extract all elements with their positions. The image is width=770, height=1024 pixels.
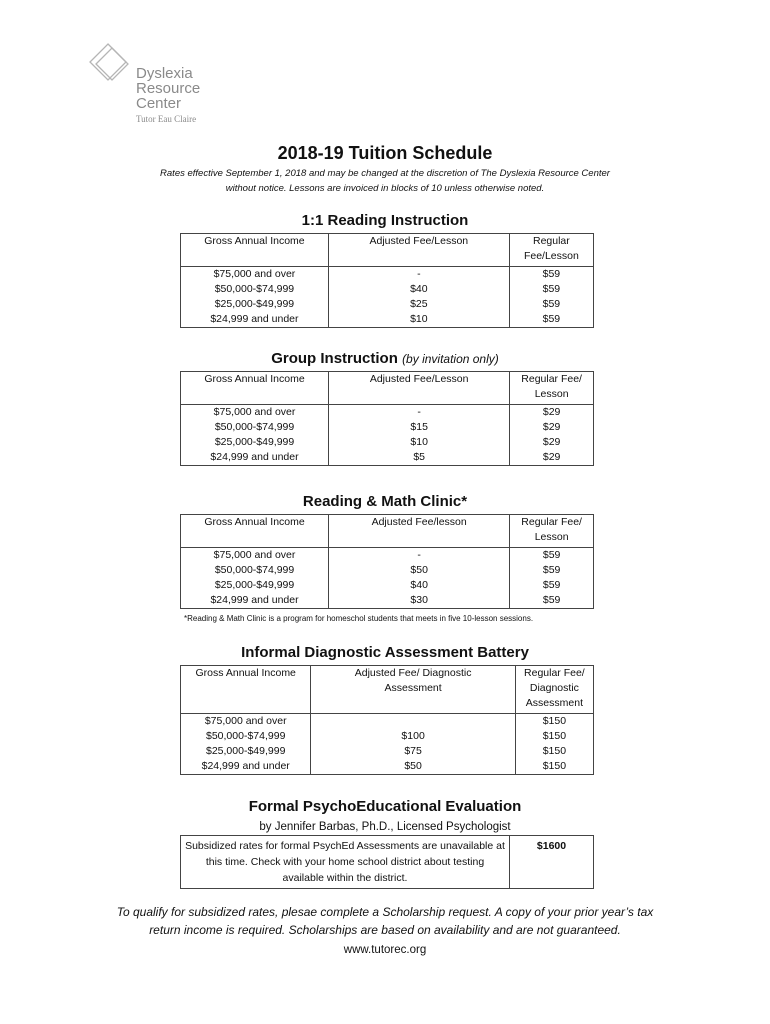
header-income: Gross Annual Income (181, 372, 329, 405)
regular-fee-cell: $29 (510, 450, 594, 466)
section-title-text: Formal PsychoEducational Evaluation (248, 798, 522, 815)
section-title-reading (0, 212, 770, 229)
header-regular: Regular Fee/ Lesson (510, 372, 594, 405)
income-cell: $75,000 and over (181, 405, 329, 421)
income-cell: $24,999 and under (181, 593, 329, 609)
regular-fee-cell: $59 (510, 578, 594, 593)
table-row (181, 714, 594, 730)
rates-note-line-2: without notice. Lessons are invoiced in blocks of 10 unless otherwise noted. (225, 183, 545, 194)
section-title-note: (by invitation only) (402, 352, 499, 366)
fee-table-reading (180, 233, 594, 328)
header-regular: Regular Fee/ Lesson (510, 515, 594, 548)
header-regular: Regular Fee/ Diagnostic Assessment (515, 666, 593, 714)
table-row (181, 450, 594, 466)
adjusted-fee-cell: - (328, 267, 509, 283)
section-title-clinic (0, 493, 770, 510)
qualify-note-line-1: To qualify for subsidized rates, plesae complete a Scholarship request. A copy of your prior year’s tax (116, 905, 654, 919)
adjusted-fee-cell: $10 (328, 312, 509, 328)
adjusted-fee-cell: $5 (329, 450, 510, 466)
section-title-group (0, 350, 770, 367)
income-cell: $75,000 and over (181, 267, 329, 283)
income-cell: $75,000 and over (181, 548, 329, 564)
income-cell: $24,999 and under (181, 312, 329, 328)
table-header-row (181, 234, 594, 267)
income-cell: $50,000-$74,999 (181, 563, 329, 578)
fee-table-diagnostic (180, 665, 594, 775)
psych-description: Subsidized rates for formal PsychEd Assessments are unavailable at this time. Check with your home school district about testing available within the district. (181, 836, 510, 889)
section-title-text: 1:1 Reading Instruction (301, 212, 469, 229)
fee-table-group (180, 371, 594, 466)
website-link[interactable]: www.tutorec.org (343, 944, 427, 956)
section-title-text: Informal Diagnostic Assessment Battery (241, 644, 529, 661)
income-cell: $50,000-$74,999 (181, 420, 329, 435)
income-cell: $50,000-$74,999 (181, 729, 311, 744)
logo-subtitle: Tutor Eau Claire (136, 114, 197, 124)
section-title-diagnostic (0, 644, 770, 661)
header-adjusted: Adjusted Fee/Lesson (328, 234, 509, 267)
table-row (181, 744, 594, 759)
rates-note (0, 166, 770, 196)
income-cell: $50,000-$74,999 (181, 282, 329, 297)
regular-fee-cell: $29 (510, 405, 594, 421)
adjusted-fee-cell: $75 (311, 744, 515, 759)
page-title: 2018-19 Tuition Schedule (277, 143, 493, 163)
table-row (181, 297, 594, 312)
qualify-note-line-2: return income is required. Scholarships are based on availability and are not guaranteed. (149, 923, 621, 937)
logo-wordmark (136, 66, 200, 111)
header-adjusted: Adjusted Fee/lesson (329, 515, 510, 548)
adjusted-fee-cell: $100 (311, 729, 515, 744)
adjusted-fee-cell: $40 (328, 282, 509, 297)
logo-line-3: Center (136, 95, 182, 112)
section-title-text: Group Instruction (271, 350, 398, 367)
table-header-row (181, 666, 594, 714)
regular-fee-cell: $59 (509, 267, 593, 283)
regular-fee-cell: $59 (509, 297, 593, 312)
adjusted-fee-cell: $40 (329, 578, 510, 593)
header-adjusted: Adjusted Fee/Lesson (329, 372, 510, 405)
adjusted-fee-cell: $50 (311, 759, 515, 775)
income-cell: $24,999 and under (181, 450, 329, 466)
header-income: Gross Annual Income (181, 515, 329, 548)
regular-fee-cell: $29 (510, 435, 594, 450)
psych-provider: by Jennifer Barbas, Ph.D., Licensed Psychologist (259, 821, 511, 833)
logo (88, 42, 248, 132)
regular-fee-cell: $59 (510, 563, 594, 578)
table-row (181, 420, 594, 435)
table-row (181, 435, 594, 450)
qualify-note (0, 903, 770, 939)
header-adjusted: Adjusted Fee/ Diagnostic Assessment (311, 666, 515, 714)
table-row (181, 836, 594, 889)
regular-fee-cell: $150 (515, 759, 593, 775)
adjusted-fee-cell: - (329, 405, 510, 421)
income-cell: $25,000-$49,999 (181, 744, 311, 759)
adjusted-fee-cell: - (329, 548, 510, 564)
table-row (181, 282, 594, 297)
table-row (181, 312, 594, 328)
table-header-row (181, 372, 594, 405)
table-row (181, 593, 594, 609)
regular-fee-cell: $150 (515, 729, 593, 744)
income-cell: $24,999 and under (181, 759, 311, 775)
income-cell: $75,000 and over (181, 714, 311, 730)
clinic-footnote: *Reading & Math Clinic is a program for homeschol students that meets in five 10-lesson sessions. (184, 614, 534, 623)
regular-fee-cell: $29 (510, 420, 594, 435)
regular-fee-cell: $150 (515, 714, 593, 730)
table-header-row (181, 515, 594, 548)
adjusted-fee-cell (311, 714, 515, 730)
adjusted-fee-cell: $15 (329, 420, 510, 435)
table-row (181, 563, 594, 578)
header-regular: Regular Fee/Lesson (509, 234, 593, 267)
header-income: Gross Annual Income (181, 666, 311, 714)
adjusted-fee-cell: $10 (329, 435, 510, 450)
regular-fee-cell: $59 (509, 312, 593, 328)
logo-line-1: Dyslexia (136, 65, 193, 82)
table-row (181, 729, 594, 744)
psych-price: $1600 (510, 836, 594, 889)
psych-table (180, 835, 594, 889)
regular-fee-cell: $150 (515, 744, 593, 759)
diamond-logo-icon (88, 42, 132, 86)
logo-line-2: Resource (136, 80, 201, 97)
adjusted-fee-cell: $50 (329, 563, 510, 578)
table-row (181, 578, 594, 593)
regular-fee-cell: $59 (510, 548, 594, 564)
adjusted-fee-cell: $25 (328, 297, 509, 312)
table-row (181, 548, 594, 564)
regular-fee-cell: $59 (510, 593, 594, 609)
income-cell: $25,000-$49,999 (181, 435, 329, 450)
table-row (181, 759, 594, 775)
section-title-text: Reading & Math Clinic* (302, 493, 468, 510)
table-row (181, 267, 594, 283)
adjusted-fee-cell: $30 (329, 593, 510, 609)
income-cell: $25,000-$49,999 (181, 578, 329, 593)
income-cell: $25,000-$49,999 (181, 297, 329, 312)
regular-fee-cell: $59 (509, 282, 593, 297)
section-title-psych (0, 798, 770, 815)
header-income: Gross Annual Income (181, 234, 329, 267)
fee-table-clinic (180, 514, 594, 609)
rates-note-line-1: Rates effective September 1, 2018 and may be changed at the discretion of The Dyslexia Resource Center (160, 168, 610, 179)
table-row (181, 405, 594, 421)
